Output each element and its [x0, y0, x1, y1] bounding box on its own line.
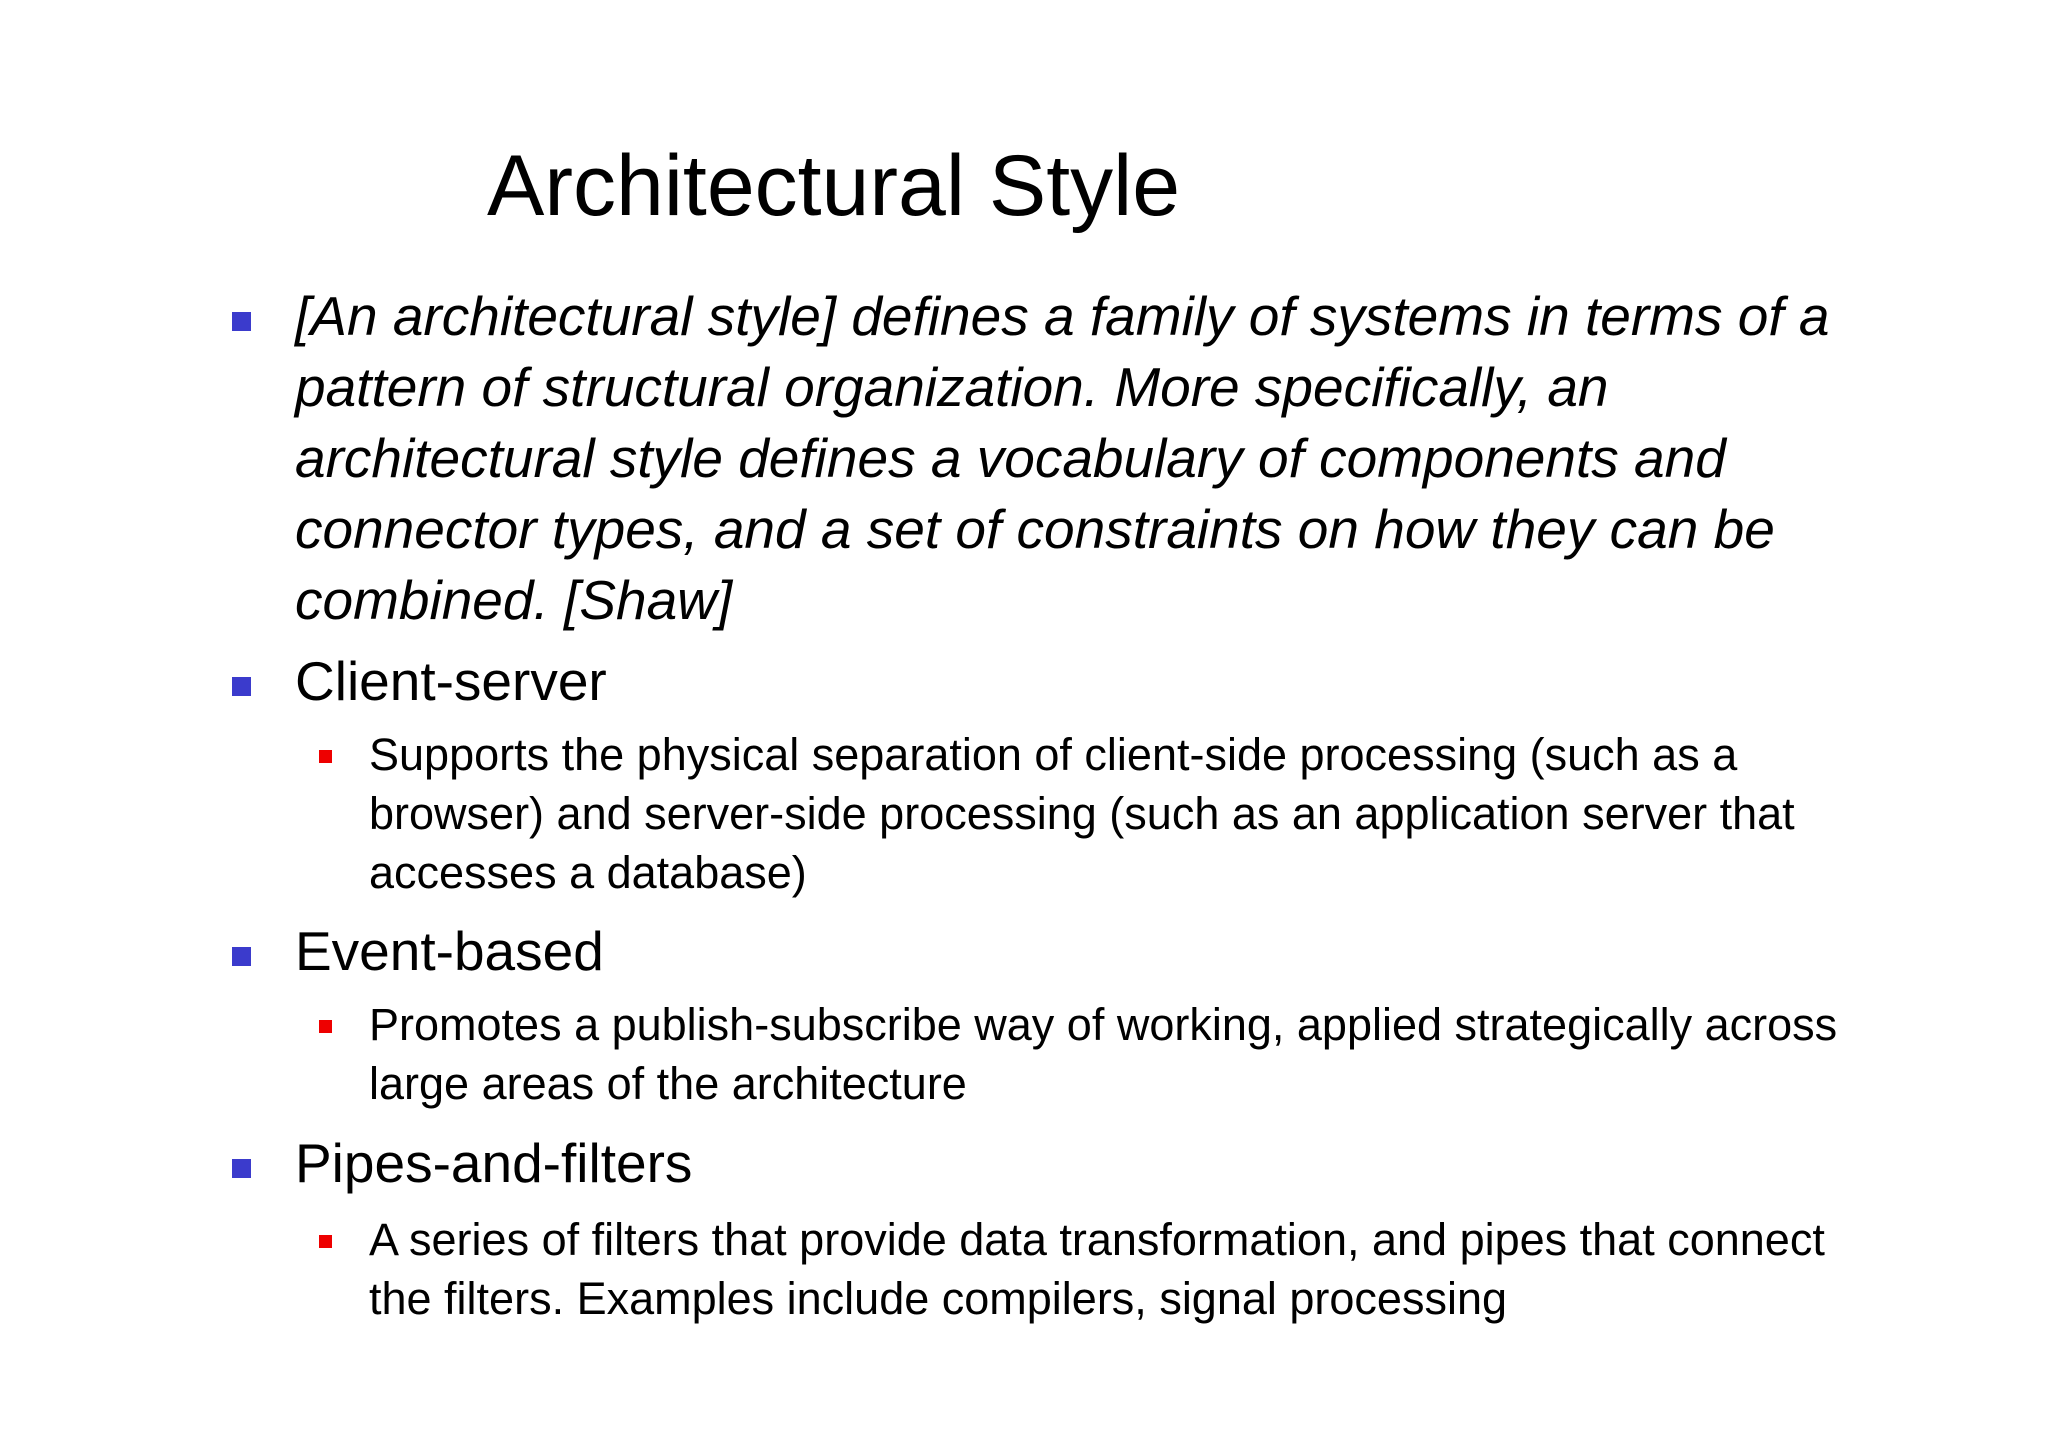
- bullet-event-based: Event-based: [295, 920, 604, 982]
- sub-bullet-event-based: Promotes a publish-subscribe way of working, applied strategically across large areas of the architecture: [369, 999, 1838, 1109]
- bullet-pipes-and-filters: Pipes-and-filters: [295, 1132, 693, 1194]
- bullet-marker-icon: [232, 677, 251, 696]
- bullet-marker-icon: [232, 947, 251, 966]
- bullet-client-server: Client-server: [295, 650, 607, 712]
- sub-bullet-pipes-and-filters: A series of filters that provide data transformation, and pipes that connect the filters. Examples include compilers, signal processing: [369, 1214, 1825, 1324]
- bullet-definition: [An architectural style] defines a family of systems in terms of a pattern of structural organization. More specifically, an architectural style defines a vocabulary of components and connector types, and a set of constraints on how they can be combined. [Shaw]: [295, 285, 1830, 631]
- bullet-marker-icon: [232, 1159, 251, 1178]
- slide-title: Architectural Style: [487, 138, 1181, 234]
- bullet-marker-icon: [232, 312, 251, 331]
- sub-bullet-client-server: Supports the physical separation of client-side processing (such as a browser) and server-side processing (such as an application server that accesses a database): [369, 729, 1795, 898]
- sub-bullet-marker-icon: [319, 750, 332, 763]
- sub-bullet-marker-icon: [319, 1235, 332, 1248]
- sub-bullet-marker-icon: [319, 1020, 332, 1033]
